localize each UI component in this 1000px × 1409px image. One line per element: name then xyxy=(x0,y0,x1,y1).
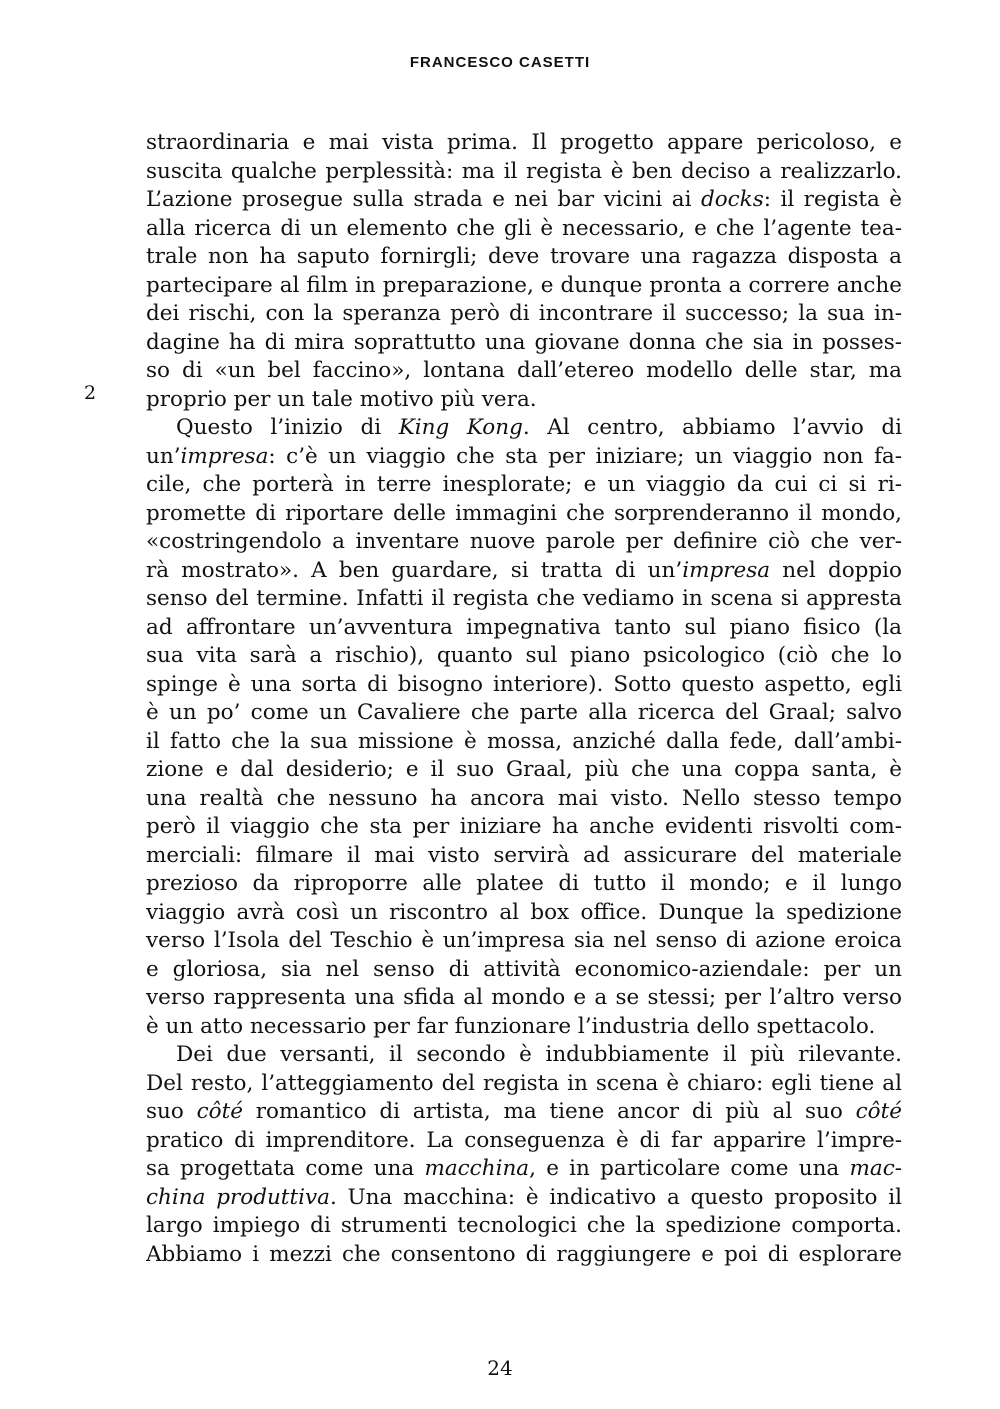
text-line xyxy=(146,585,902,614)
text-line xyxy=(146,1127,902,1156)
text-segment: zione e dal desiderio; e il suo Graal, più che una coppa santa, è xyxy=(146,757,902,782)
text-line xyxy=(146,1041,902,1070)
text-line xyxy=(146,186,902,215)
text-segment: . Al centro, abbiamo l’avvio di xyxy=(522,415,903,440)
text-segment: trale non ha saputo fornirgli; deve trovare una ragazza disposta a xyxy=(146,244,902,269)
text-line xyxy=(146,443,902,472)
italic-text: côté xyxy=(196,1099,243,1124)
text-line xyxy=(146,642,902,671)
text-line xyxy=(146,243,902,272)
text-line xyxy=(146,471,902,500)
italic-text: impresa xyxy=(180,443,269,469)
text-segment: dagine ha di mira soprattutto una giovane donna che sia in posses- xyxy=(146,329,902,355)
text-segment: : il regista è xyxy=(763,187,902,212)
text-segment: dei rischi, con la speranza però di incontrare il successo; la sua in- xyxy=(146,301,902,326)
text-segment: merciali: filmare il mai visto servirà ad assicurare del materiale xyxy=(146,842,902,868)
text-segment: cile, che porterà in terre inesplorate; e un viaggio da cui ci si ri- xyxy=(146,472,902,497)
italic-text: docks xyxy=(700,187,764,212)
running-head: FRANCESCO CASETTI xyxy=(409,54,591,71)
text-segment: spinge è una sorta di bisogno interiore). Sotto questo aspetto, egli xyxy=(146,671,902,697)
text-line xyxy=(146,1212,902,1241)
text-segment: e gloriosa, sia nel senso di attività economico-aziendale: per un xyxy=(146,956,902,982)
text-segment: promette di riportare delle immagini che sorprenderanno il mondo, xyxy=(146,500,902,526)
text-segment: : c’è un viaggio che sta per iniziare; un viaggio non fa- xyxy=(268,443,902,469)
italic-text: côté xyxy=(855,1099,902,1124)
text-line xyxy=(146,1155,902,1184)
text-segment: un’ xyxy=(146,443,181,469)
text-line xyxy=(146,528,902,557)
text-line xyxy=(146,129,902,158)
italic-text: King Kong xyxy=(398,415,523,440)
text-segment: sua vita sarà a rischio), quanto sul piano psicologico (ciò che lo xyxy=(146,643,902,668)
text-line xyxy=(146,756,902,785)
text-segment: sa progettata come una xyxy=(146,1156,425,1181)
text-segment: so di «un bel faccino», lontana dall’etereo modello delle star, ma xyxy=(146,358,902,383)
text-line xyxy=(146,1070,902,1099)
text-segment: L’azione prosegue sulla strada e nei bar vicini ai xyxy=(146,187,701,212)
text-line xyxy=(146,1098,902,1127)
text-line xyxy=(146,300,902,329)
text-line xyxy=(146,899,902,928)
text-segment: «costringendolo a inventare nuove parole per definire ciò che ver- xyxy=(146,529,902,554)
text-line xyxy=(146,870,902,899)
text-segment: è un po’ come un Cavaliere che parte alla ricerca del Graal; salvo xyxy=(146,700,902,725)
text-segment: nel doppio xyxy=(770,557,902,583)
text-segment: alla ricerca di un elemento che gli è necessario, e che l’agente tea- xyxy=(146,215,902,241)
text-line xyxy=(146,1184,902,1213)
text-segment: largo impiego di strumenti tecnologici che la spedizione comporta. xyxy=(146,1213,902,1238)
text-segment: senso del termine. Infatti il regista che vediamo in scena si appresta xyxy=(146,586,902,611)
text-segment: romantico di artista, ma tiene ancor di più al suo xyxy=(242,1099,856,1124)
text-segment: però il viaggio che sta per iniziare ha anche evidenti risvolti com- xyxy=(146,814,902,839)
body-text xyxy=(146,129,902,1269)
text-segment: viaggio avrà così un riscontro al box office. Dunque la spedizione xyxy=(146,899,902,925)
text-segment: verso l’Isola del Teschio è un’impresa sia nel senso di azione eroica xyxy=(146,928,902,953)
text-line xyxy=(146,614,902,643)
text-line xyxy=(146,357,902,386)
text-line xyxy=(146,500,902,529)
text-line xyxy=(146,956,902,985)
text-segment: . Una macchina: è indicativo a questo proposito il xyxy=(329,1184,902,1210)
text-segment: rà mostrato». A ben guardare, si tratta di un’ xyxy=(146,557,683,583)
text-line xyxy=(146,813,902,842)
text-line xyxy=(146,272,902,301)
text-line xyxy=(146,414,902,443)
text-segment: una realtà che nessuno ha ancora mai visto. Nello stesso tempo xyxy=(146,785,902,811)
italic-text: china produttiva xyxy=(146,1184,330,1210)
text-segment: Dei due versanti, il secondo è indubbiamente il più rilevante. xyxy=(176,1042,902,1067)
text-segment: , e in particolare come una xyxy=(529,1156,850,1181)
text-line xyxy=(146,1241,902,1270)
text-line xyxy=(146,1013,902,1042)
text-segment: Del resto, l’atteggiamento del regista in scena è chiaro: egli tiene al xyxy=(146,1070,902,1096)
text-segment: straordinaria e mai vista prima. Il progetto appare pericoloso, e xyxy=(146,130,902,155)
text-segment: verso rappresenta una sfida al mondo e a se stessi; per l’altro verso xyxy=(146,985,902,1010)
text-line xyxy=(146,728,902,757)
text-line xyxy=(146,842,902,871)
text-segment: ad affrontare un’avventura impegnativa tanto sul piano fisico (la xyxy=(146,614,902,640)
text-segment: partecipare al film in preparazione, e dunque pronta a correre anche xyxy=(146,272,902,298)
italic-text: macchina xyxy=(424,1156,530,1181)
text-segment: proprio per un tale motivo più vera. xyxy=(146,386,537,412)
text-line xyxy=(146,329,902,358)
text-segment: il fatto che la sua missione è mossa, anziché dalla fede, dall’ambi- xyxy=(146,728,902,754)
text-line xyxy=(146,158,902,187)
text-line xyxy=(146,386,902,415)
text-line xyxy=(146,671,902,700)
text-segment: suscita qualche perplessità: ma il regista è ben deciso a realizzarlo. xyxy=(146,158,902,184)
text-segment: suo xyxy=(146,1099,197,1124)
text-line xyxy=(146,557,902,586)
text-segment: Questo l’inizio di xyxy=(176,415,399,440)
text-segment: pratico di imprenditore. La conseguenza è di far apparire l’impre- xyxy=(146,1127,902,1153)
text-line xyxy=(146,984,902,1013)
italic-text: mac- xyxy=(849,1156,903,1181)
text-line xyxy=(146,699,902,728)
text-line xyxy=(146,927,902,956)
text-line xyxy=(146,785,902,814)
text-segment: è un atto necessario per far funzionare l’industria dello spettacolo. xyxy=(146,1013,876,1039)
italic-text: impresa xyxy=(682,557,771,583)
text-segment: Abbiamo i mezzi che consentono di raggiungere e poi di esplorare xyxy=(146,1241,902,1267)
text-segment: prezioso da riproporre alle platee di tutto il mondo; e il lungo xyxy=(146,871,902,896)
text-line xyxy=(146,215,902,244)
margin-note-number: 2 xyxy=(84,382,97,404)
page-number: 24 xyxy=(487,1356,513,1380)
